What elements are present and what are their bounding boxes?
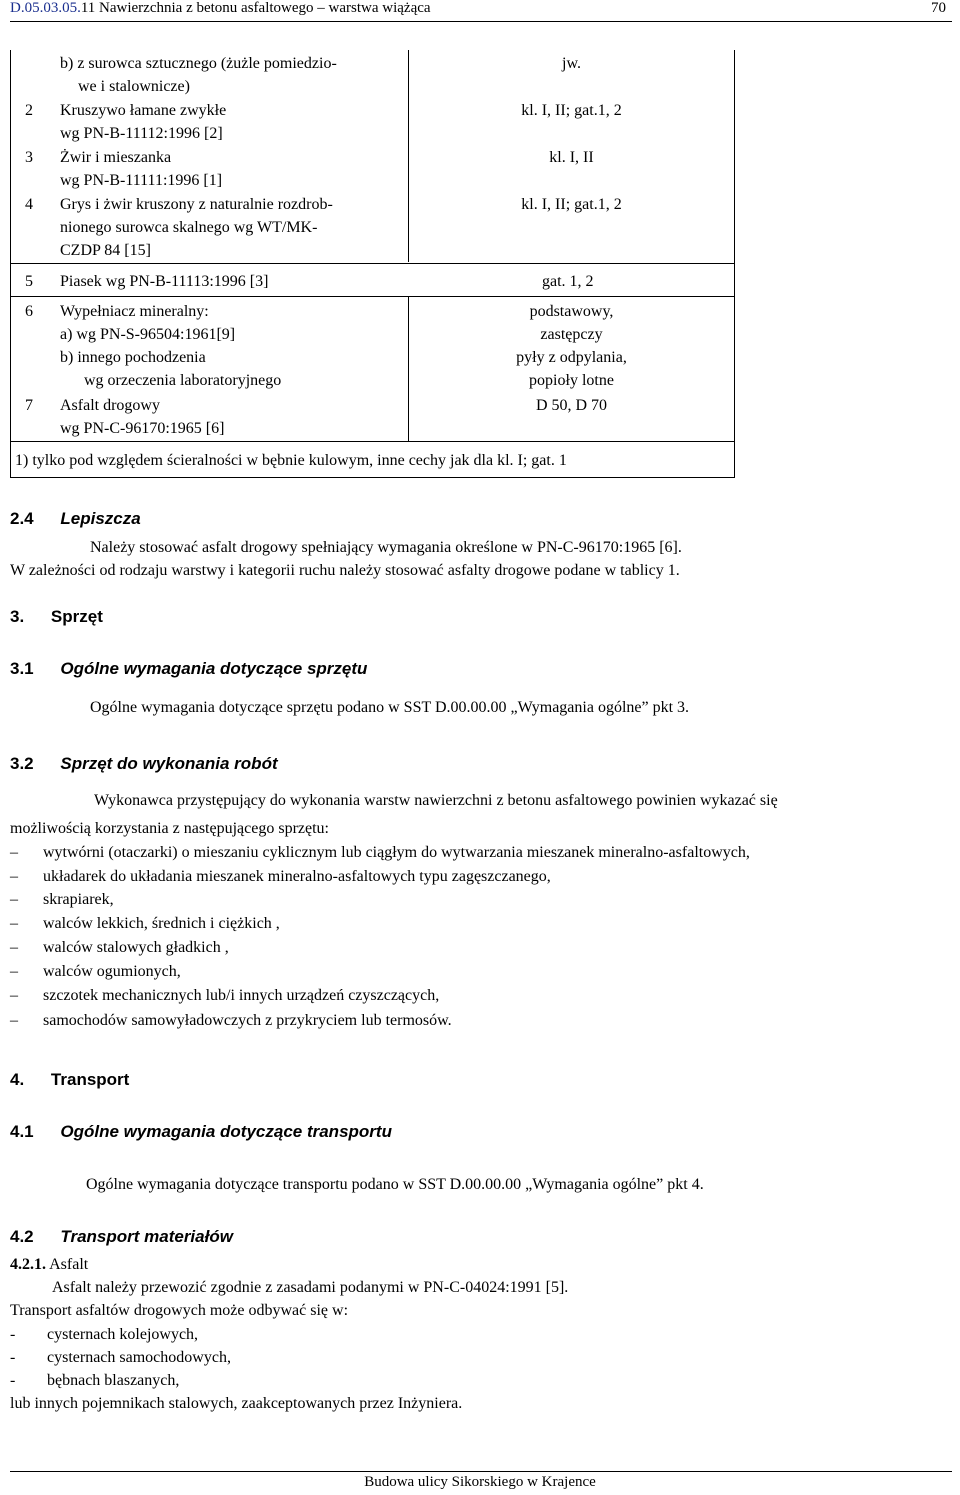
table-row [60, 55, 337, 73]
section-number: 4.2 [10, 1227, 34, 1246]
section-number: 3.2 [10, 754, 34, 773]
paragraph: lub innych pojemnikach stalowych, zaakceptowanych przez Inżyniera. [10, 1395, 463, 1412]
table-cell-desc: Żwir i mieszanka [60, 149, 172, 166]
dash-bullet: – [10, 868, 18, 885]
table-cell-value: popioły lotne [529, 372, 614, 389]
table-cell-num: 3 [25, 149, 33, 166]
section-title: Ogólne wymagania dotyczące sprzętu [60, 659, 368, 678]
table-border-left [10, 50, 11, 478]
table-cell-desc: b) innego pochodzenia [60, 349, 206, 366]
table-cell-desc: wg PN-B-11111:1996 [1] [60, 172, 223, 189]
section-title: Sprzęt do wykonania robót [60, 754, 278, 773]
header-page-number: 70 [931, 0, 946, 16]
section-number: 4. [10, 1070, 25, 1089]
table-cell-desc: wg PN-B-11112:1996 [2] [60, 125, 223, 142]
list-item: – walców stalowych gładkich , [10, 939, 229, 956]
section-heading-3 [10, 607, 103, 627]
section-heading-4-2 [10, 1227, 233, 1247]
hyphen-bullet: - [10, 1372, 16, 1389]
paragraph: Transport asfaltów drogowych może odbywać się w: [10, 1302, 349, 1319]
section-number: 4.1 [10, 1122, 34, 1141]
section-heading-4 [10, 1070, 129, 1090]
header-code: D.05.03.05. [10, 0, 81, 16]
list-item: – szczotek mechanicznych lub/i innych urządzeń czyszczących, [10, 987, 440, 1004]
section-number: 3. [10, 607, 25, 626]
hyphen-bullet: - [10, 1326, 16, 1343]
dash-bullet: – [10, 1012, 18, 1029]
paragraph: Wykonawca przystępujący do wykonania warstw nawierzchni z betonu asfaltowego powinien wykazać się [94, 792, 778, 809]
table-cell-desc: Piasek wg PN-B-11113:1996 [3] [60, 273, 269, 290]
dash-bullet: – [10, 915, 18, 932]
list-item: – wytwórni (otaczarki) o mieszaniu cyklicznym lub ciągłym do wytwarzania mieszanek mineralno-asfaltowych, [10, 844, 750, 861]
table-cell-value: jw. [562, 55, 581, 72]
list-item: – skrapiarek, [10, 891, 114, 908]
table-cell-desc: Kruszywo łamane zwykłe [60, 102, 227, 119]
list-item: – układarek do układania mieszanek mineralno-asfaltowych typu zagęszczanego, [10, 868, 551, 885]
table-cell-value: kl. I, II; gat.1, 2 [521, 196, 622, 213]
table-cell-desc: nionego surowca skalnego wg WT/MK- [60, 219, 318, 236]
header-title: 11 Nawierzchnia z betonu asfaltowego – warstwa wiążąca [80, 0, 431, 16]
table-row-divider [10, 441, 735, 442]
section-title: Ogólne wymagania dotyczące transportu [60, 1122, 392, 1141]
table-cell-value: gat. 1, 2 [542, 273, 594, 290]
section-title: Lepiszcza [60, 509, 141, 528]
section-heading-4-1 [10, 1122, 392, 1142]
table-cell-desc: Asfalt drogowy [60, 397, 160, 414]
table-cell-num: 2 [25, 102, 33, 119]
paragraph: Asfalt należy przewozić zgodnie z zasadami podanymi w PN-C-04024:1991 [5]. [52, 1279, 569, 1296]
table-cell-value: podstawowy, [529, 303, 614, 320]
section-number: 2.4 [10, 509, 34, 528]
table-cell-desc: CZDP 84 [15] [60, 242, 151, 259]
section-heading-3-1 [10, 659, 367, 679]
table-cell-value: pyły z odpylania, [516, 349, 627, 366]
subsection-heading-4-2-1 [10, 1256, 88, 1274]
section-title: Transport materiałów [60, 1227, 233, 1246]
table-bottom-border [10, 477, 735, 478]
table-cell-value: D 50, D 70 [535, 397, 608, 414]
list-item: – samochodów samowyładowczych z przykryciem lub termosów. [10, 1012, 452, 1029]
header-rule [10, 21, 952, 22]
section-heading-3-2 [10, 754, 278, 774]
list-item: - cysternach kolejowych, [10, 1326, 199, 1343]
section-number: 3.1 [10, 659, 34, 678]
header [10, 0, 431, 17]
dash-bullet: – [10, 891, 18, 908]
dash-bullet: – [10, 987, 18, 1004]
table-cell-num: 7 [25, 397, 33, 414]
paragraph: W zależności od rodzaju warstwy i kategorii ruchu należy stosować asfalty drogowe podane w tablicy 1. [10, 562, 680, 579]
table-cell-desc: wg PN-C-96170:1965 [6] [60, 420, 225, 437]
list-item: - bębnach blaszanych, [10, 1372, 180, 1389]
list-item: - cysternach samochodowych, [10, 1349, 231, 1366]
table-cell-num: 4 [25, 196, 33, 213]
table-cell-value: kl. I, II [549, 149, 594, 166]
dash-bullet: – [10, 939, 18, 956]
hyphen-bullet: - [10, 1349, 16, 1366]
table-cell-desc: we i stalownicze) [78, 78, 190, 95]
section-heading-2-4 [10, 509, 141, 529]
dash-bullet: – [10, 963, 18, 980]
table-row-divider [10, 263, 735, 264]
paragraph: Ogólne wymagania dotyczące sprzętu podano w SST D.00.00.00 „Wymagania ogólne” pkt 3. [90, 699, 690, 716]
table-footnote: 1) tylko pod względem ścieralności w bębnie kulowym, inne cechy jak dla kl. I; gat. 1 [15, 452, 567, 469]
paragraph: możliwością korzystania z następującego sprzętu: [10, 820, 329, 837]
footer-text: Budowa ulicy Sikorskiego w Krajence [364, 1474, 596, 1490]
table-row-divider [10, 296, 735, 297]
table-cell-value: zastępczy [540, 326, 603, 343]
footer-rule [10, 1471, 952, 1472]
table-cell-desc: b) z surowca sztucznego (żużle pomiedzio- [60, 55, 337, 72]
list-item: – walców lekkich, średnich i ciężkich , [10, 915, 280, 932]
paragraph: Należy stosować asfalt drogowy spełniający wymagania określone w PN-C-96170:1965 [6]. [90, 539, 682, 556]
subsection-title: Asfalt [49, 1256, 89, 1273]
table-cell-num: 5 [25, 273, 33, 290]
section-title: Transport [50, 1070, 130, 1089]
subsection-number: 4.2.1. [10, 1256, 46, 1273]
table-cell-num: 6 [25, 303, 33, 320]
table-cell-desc: a) wg PN-S-96504:1961[9] [60, 326, 236, 343]
table-cell-desc: Wypełniacz mineralny: [60, 303, 209, 320]
paragraph: Ogólne wymagania dotyczące transportu podano w SST D.00.00.00 „Wymagania ogólne” pkt 4. [86, 1176, 704, 1193]
table-cell-value: kl. I, II; gat.1, 2 [521, 102, 622, 119]
table-cell-desc: wg orzeczenia laboratoryjnego [84, 372, 282, 389]
table-cell-desc: Grys i żwir kruszony z naturalnie rozdrob- [60, 196, 333, 213]
list-item: – walców ogumionych, [10, 963, 181, 980]
section-title: Sprzęt [50, 607, 103, 626]
dash-bullet: – [10, 844, 18, 861]
